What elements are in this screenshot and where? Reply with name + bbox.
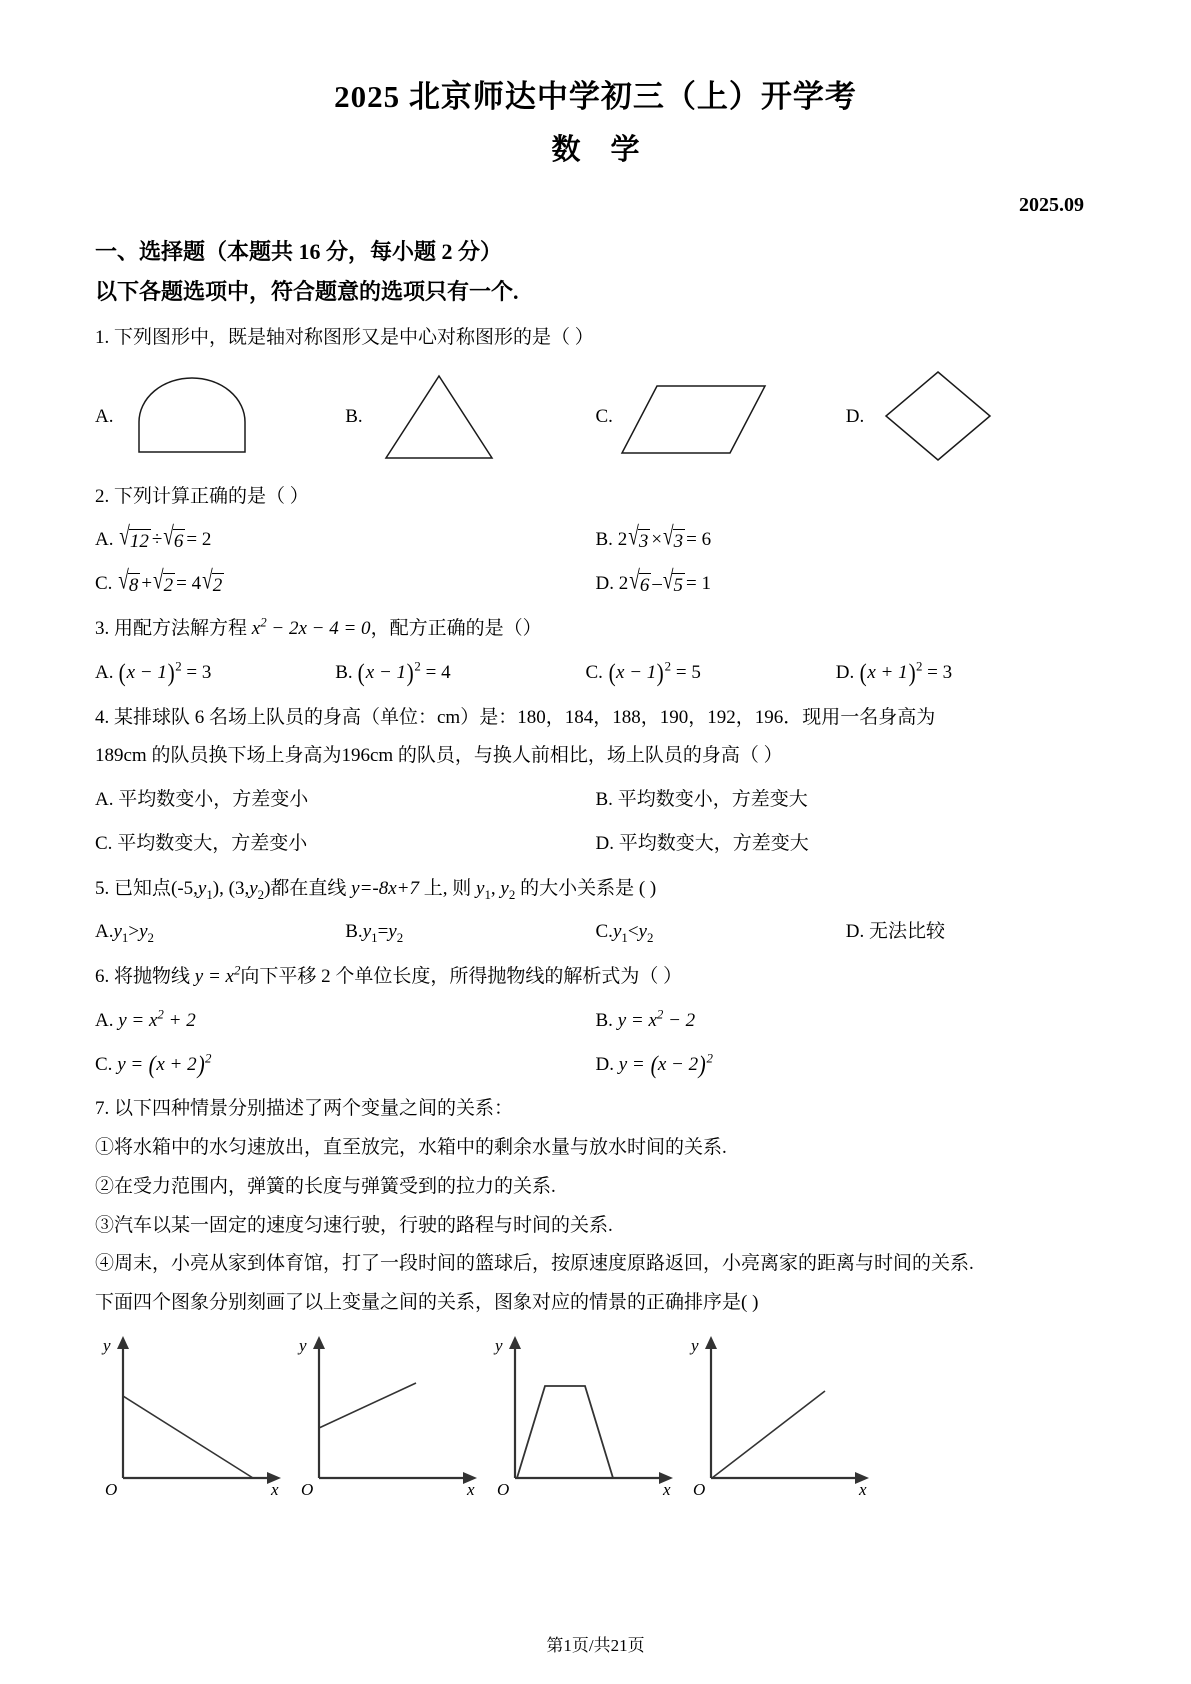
q3-b-label: B. (335, 661, 353, 683)
q3-a-rhs: = 3 (186, 661, 212, 683)
question-2-option-d (595, 566, 1097, 600)
q3-stem-pre: 3. 用配方法解方程 (95, 618, 248, 639)
question-4 (95, 703, 1096, 860)
question-3-option-a (95, 658, 335, 689)
q3-c-label: C. (585, 661, 603, 683)
graph-4 (683, 1333, 879, 1509)
question-1 (95, 323, 1096, 468)
question-7-scenario-3: ③汽车以某一固定的速度匀速行驶，行驶的路程与时间的关系. (95, 1214, 613, 1236)
graph-3 (487, 1333, 683, 1509)
opt-d-rhs: = 1 (685, 573, 711, 595)
proportional-line-chart-icon (683, 1333, 879, 1498)
divide-sign: ÷ (151, 529, 163, 551)
question-5-option-c (596, 917, 846, 948)
triangle-icon (367, 370, 517, 465)
q3-equation: $x^2 - 2x - 4 = 0$ (251, 614, 371, 639)
option-c-label: C. (595, 406, 613, 428)
q5-a-s2: 2 (147, 930, 154, 946)
plus-sign: + (141, 573, 153, 595)
opt-b-rhs: = 6 (686, 529, 712, 551)
option-a-label: A. (95, 406, 114, 428)
question-5-stem (95, 874, 1096, 905)
sqrt-3-a: √ 3 (628, 522, 649, 552)
q6-b-expr: $y = x^2 - 2$ (617, 1006, 696, 1031)
q5-d-text: 无法比较 (868, 921, 945, 943)
q5-a-label: A. (95, 921, 114, 943)
question-3-stem (95, 614, 1096, 645)
question-2 (95, 482, 1096, 600)
q5-c-s1: 1 (621, 930, 628, 946)
question-5-option-d (846, 917, 1096, 948)
q6-c-expr: $y = (x + 2)^2$ (117, 1050, 212, 1079)
question-4-option-a (95, 785, 596, 816)
svg-text:x: x (663, 1480, 671, 1499)
question-2-option-b (595, 522, 1097, 556)
question-5-option-b (345, 917, 595, 948)
q5-v4: y (500, 877, 509, 899)
question-6-options-row-2 (95, 1050, 1096, 1081)
minus-sign: – (652, 573, 662, 595)
question-6-option-a (95, 1006, 596, 1037)
q5-v1: y (197, 877, 207, 899)
option-b-figure (345, 368, 595, 468)
q5-c-rel: < (627, 921, 639, 943)
q5-s4: 2 (508, 886, 516, 902)
question-6-stem (95, 962, 1096, 993)
q5-s2: 2 (257, 886, 265, 902)
q5-p4: 上, 则 (419, 877, 477, 899)
svg-text:y: y (299, 1336, 307, 1356)
graph-2 (291, 1333, 487, 1509)
q4-c-label: C. (95, 832, 113, 854)
q3-b-rhs: = 4 (425, 661, 451, 683)
trapezoid-chart-icon (487, 1333, 683, 1498)
svg-text:x: x (271, 1480, 279, 1499)
rhombus-icon (868, 368, 1018, 468)
question-6-option-c (95, 1050, 596, 1081)
sqrt-2-a: √ 2 (153, 566, 174, 596)
svg-text:O: O (693, 1480, 706, 1499)
q5-b-s2: 2 (396, 930, 404, 946)
q4-d-text: 平均数变大，方差变大 (618, 832, 809, 854)
q5-v2: y (249, 877, 258, 899)
sqrt-12: √ 12 (119, 522, 149, 552)
q6-stem-pre: 6. 将抛物线 (95, 966, 195, 988)
q6-stem-post: 向下平移 2 个单位长度，所得抛物线的解析式为（ ） (240, 966, 683, 988)
question-7-stem: 7. 以下四种情景分别描述了两个变量之间的关系： (95, 1098, 514, 1120)
sqrt-3-b: √ 3 (663, 522, 684, 552)
question-2-option-a (95, 522, 596, 556)
opt-d-label: D. (595, 573, 614, 595)
svg-text:x: x (859, 1480, 867, 1499)
q5-s1: 1 (206, 886, 213, 902)
sqrt-6: √ 6 (163, 522, 184, 552)
q5-s3: 1 (484, 886, 491, 902)
option-a-figure (95, 368, 345, 468)
q6-c-label: C. (95, 1053, 113, 1075)
q5-b-label: B. (345, 921, 363, 943)
option-d-label: D. (845, 406, 865, 428)
question-6-option-b (596, 1006, 1097, 1037)
q5-b-v2: y (388, 921, 397, 943)
opt-a-rhs: = 2 (186, 529, 212, 551)
q5-a-rel: > (128, 921, 140, 943)
question-7-scenario-2: ②在受力范围内，弹簧的长度与弹簧受到的拉力的关系. (95, 1175, 556, 1197)
q5-p5: , (490, 877, 501, 899)
q4-a-label: A. (95, 789, 114, 811)
q6-b-label: B. (595, 1009, 613, 1031)
q3-a-label: A. (95, 661, 114, 683)
semicircle-dome-icon (117, 370, 267, 465)
q5-a-v1: y (113, 921, 122, 943)
sqrt-6-d: √ 6 (629, 566, 650, 596)
q3-c-expr: $(x - 1)^2$ (608, 658, 672, 687)
svg-text:y: y (495, 1336, 503, 1356)
q6-a-expr: $y = x^2 + 2$ (118, 1006, 196, 1031)
q5-a-v2: y (139, 921, 148, 943)
q5-p6: 的大小关系是 ( ) (515, 877, 657, 899)
svg-text:O: O (497, 1480, 510, 1499)
exam-date: 2025.09 (1019, 193, 1084, 216)
option-d-figure (846, 368, 1096, 468)
q4-a-text: 平均数变小，方差变小 (118, 789, 309, 811)
question-3-options (95, 658, 1096, 689)
q5-d-label: D. (845, 921, 865, 943)
question-3-option-d (836, 658, 1086, 689)
svg-text:y: y (691, 1336, 699, 1356)
graph-1 (95, 1333, 291, 1509)
svg-text:y: y (103, 1336, 111, 1356)
question-2-stem: 2. 下列计算正确的是（ ） (95, 485, 309, 507)
q4-b-label: B. (595, 789, 613, 811)
q5-v3: y (476, 877, 485, 899)
parallelogram-icon (617, 370, 777, 465)
section-heading: 一、选择题（本题共 16 分，每小题 2 分） (95, 238, 503, 264)
coef-2: 2 (617, 529, 628, 551)
page-footer: 第1页/共21页 (546, 1636, 645, 1655)
q5-p2: ), (3, (212, 877, 250, 899)
page-title: 2025 北京师达中学初三（上）开学考 (334, 79, 857, 114)
sqrt-2-b: √ 2 (202, 566, 223, 596)
q6-d-label: D. (595, 1053, 614, 1075)
sqrt-5: √ 5 (662, 566, 683, 596)
sqrt-8: √ 8 (118, 566, 139, 596)
q4-b-text: 平均数变小，方差变大 (617, 789, 808, 811)
svg-text:O: O (105, 1480, 118, 1499)
question-1-stem: 1. 下列图形中，既是轴对称图形又是中心对称图形的是（ ） (95, 326, 594, 348)
opt-c-label: C. (95, 573, 113, 595)
question-3-option-b (335, 658, 585, 689)
q5-a-s1: 1 (121, 930, 129, 946)
q3-b-expr: $(x - 1)^2$ (358, 658, 421, 687)
question-4-options-row-1 (95, 785, 1096, 816)
question-4-option-b (596, 785, 1097, 816)
q3-d-rhs: = 3 (927, 661, 953, 683)
question-4-stem-line1: 4. 某排球队 6 名场上队员的身高（单位：cm）是：180，184，188，190，192，196．现用一名身高为 (95, 706, 936, 728)
question-4-option-d (596, 829, 1097, 860)
question-6-options-row-1 (95, 1006, 1096, 1037)
question-7-closing: 下面四个图象分别刻画了以上变量之间的关系，图象对应的情景的正确排序是( ) (95, 1292, 759, 1314)
q5-c-label: C. (595, 921, 613, 943)
question-5-options (95, 917, 1096, 948)
q5-b-v1: y (362, 921, 372, 943)
coef-2d: 2 (618, 573, 629, 595)
q3-d-expr: $(x + 1)^2$ (859, 658, 923, 687)
question-7-graphs (95, 1333, 1096, 1509)
question-6-option-d (596, 1050, 1097, 1081)
section-subheading: 以下各题选项中，符合题意的选项只有一个. (95, 278, 519, 304)
times-sign: × (651, 529, 663, 551)
question-4-option-c (95, 829, 596, 860)
q3-stem-post: ，配方正确的是（） (370, 618, 542, 639)
svg-text:x: x (467, 1480, 475, 1499)
opt-b-label: B. (595, 529, 613, 551)
decreasing-line-chart-icon (95, 1333, 291, 1498)
increasing-line-intercept-chart-icon (291, 1333, 487, 1498)
question-3-option-c (585, 658, 835, 689)
q5-c-s2: 2 (646, 930, 654, 946)
q4-d-label: D. (595, 832, 614, 854)
q5-p1: 5. 已知点(-5, (95, 877, 198, 899)
question-6 (95, 962, 1096, 1080)
q5-p3: )都在直线 (264, 877, 352, 899)
q5-c-v1: y (612, 921, 622, 943)
option-b-label: B. (345, 406, 363, 428)
question-2-options-row-2 (95, 566, 1096, 600)
question-1-figures (95, 368, 1096, 468)
question-4-options-row-2 (95, 829, 1096, 860)
question-7-scenario-1: ①将水箱中的水匀速放出，直至放完，水箱中的剩余水量与放水时间的关系. (95, 1137, 727, 1159)
q5-b-rel: = (377, 921, 389, 943)
q6-equation: $y = x^2$ (194, 962, 241, 988)
q5-eqn: y=-8x+7 (351, 877, 420, 899)
question-2-options-row-1 (95, 522, 1096, 556)
question-7 (95, 1094, 1096, 1508)
q3-d-label: D. (835, 661, 855, 683)
question-2-option-c (95, 566, 596, 600)
question-5 (95, 874, 1096, 949)
svg-text:O: O (301, 1480, 314, 1499)
q3-a-expr: $(x - 1)^2$ (118, 658, 182, 687)
option-c-figure (596, 368, 846, 468)
q3-c-rhs: = 5 (675, 661, 701, 683)
question-7-scenario-4: ④周末，小亮从家到体育馆，打了一段时间的篮球后，按原速度原路返回，小亮离家的距离与时间的关系. (95, 1253, 974, 1275)
q5-c-v2: y (638, 921, 647, 943)
q6-a-label: A. (95, 1009, 114, 1031)
q6-d-expr: $y = (x - 2)^2$ (618, 1050, 713, 1079)
question-5-option-a (95, 917, 345, 948)
question-3 (95, 614, 1096, 689)
opt-a-label: A. (95, 529, 114, 551)
question-4-stem-line2: 189cm 的队员换下场上身高为196cm 的队员，与换人前相比，场上队员的身高（ ） (95, 745, 783, 767)
coef-4: 4 (191, 573, 202, 595)
q4-c-text: 平均数变大，方差变小 (117, 832, 308, 854)
q5-b-s1: 1 (371, 930, 378, 946)
subject-title: 数学 (551, 133, 670, 166)
equals-sign-c: = (176, 573, 187, 595)
